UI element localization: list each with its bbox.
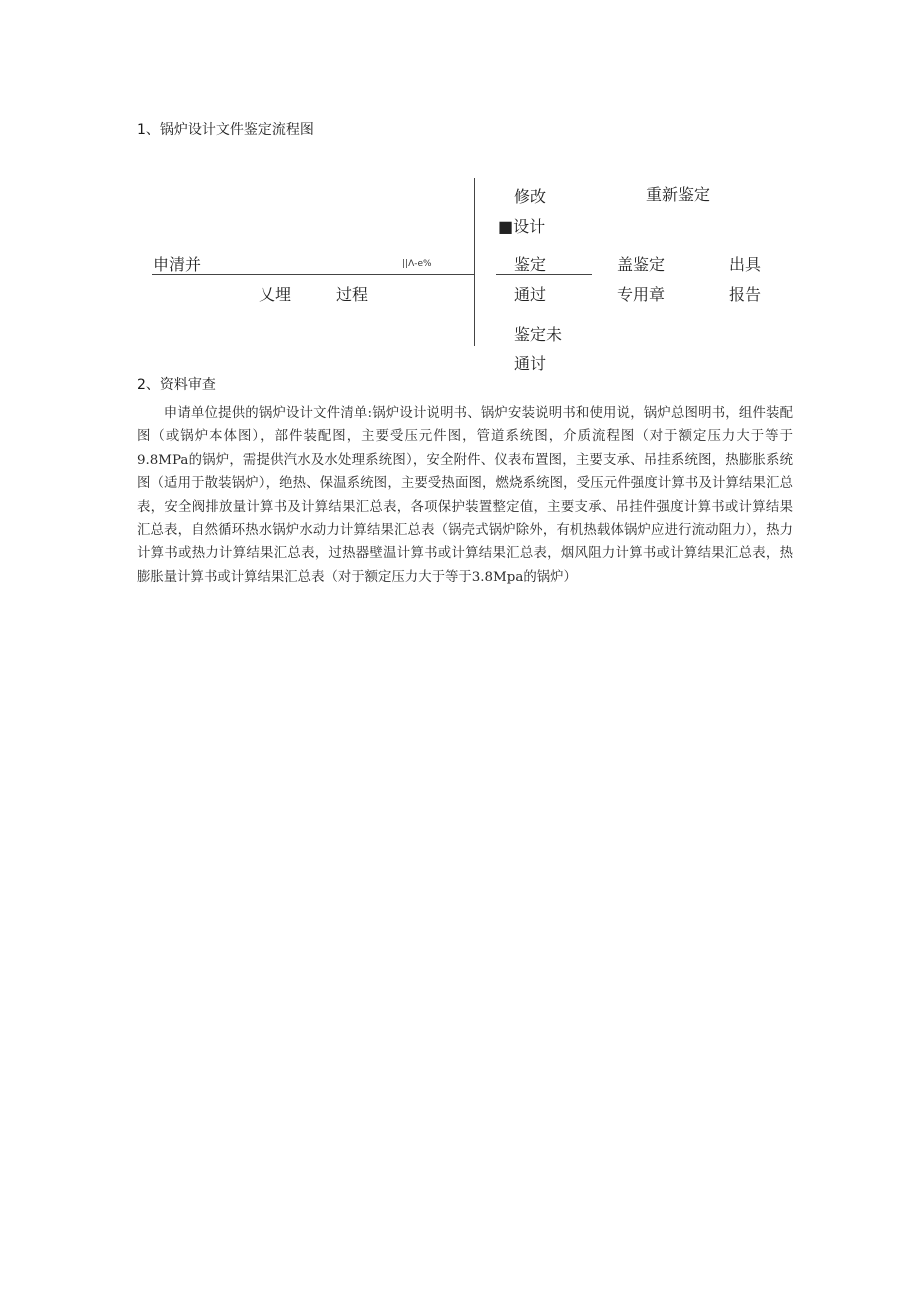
node-re-review: 重新鉴定 <box>646 185 711 204</box>
node-modify-line-2: ■设计 <box>498 217 546 236</box>
node-apply: 申清并 <box>153 255 202 274</box>
flow-line-divider <box>474 178 475 346</box>
section-2-paragraph: 申请单位提供的锅炉设计文件清单:锅炉设计说明书、锅炉安装说明书和使用说，锅炉总图明书，组件装配图（或锅炉本体图），部件装配图，主要受压元件图，管道系统图，介质流程图（对于额定压力大于等于9.8MPa的锅炉，需提供汽水及水处理系统图），安全附件、仪表布置图，主要支承、吊挂系统图，热膨胀系统图（适用于散装锅炉），绝热、保温系统图，主要受热面图，燃烧系统图，受压元件强度计算书及计算结果汇总表，安全阀排放量计算书及计算结果汇总表，各项保护装置整定值，主要支承、吊挂件强度计算书或计算结果汇总表，自然循环热水锅炉水动力计算结果汇总表（锅壳式锅炉除外，有机热载体锅炉应进行流动阻力），热力计算书或热力计算结果汇总表，过热器壁温计算书或计算结果汇总表，烟风阻力计算书或计算结果汇总表，热膨胀量计算书或计算结果汇总表（对于额定压力大于等于3.8Mpa的锅炉） <box>137 406 793 585</box>
node-fail-line-2: 通讨 <box>514 354 547 373</box>
node-fail-line-1: 鉴定未 <box>514 325 563 344</box>
node-small-mark: ||Λ-e% <box>402 259 432 269</box>
node-accept: 乂埋 <box>259 285 292 304</box>
node-stamp-line-2: 专用章 <box>617 285 666 304</box>
node-passed: 通过 <box>514 285 547 304</box>
node-stamp-line-1: 盖鉴定 <box>617 255 666 274</box>
node-modify-line-1: 修改 <box>514 187 547 206</box>
node-report-line-1: 出具 <box>729 255 762 274</box>
section-2-heading: 2、资料审查 <box>137 377 216 393</box>
node-review: 鉴定 <box>514 255 547 274</box>
node-process: 过程 <box>336 285 369 304</box>
node-report-line-2: 报告 <box>729 285 762 304</box>
section-1-heading: 1、锅炉设计文件鉴定流程图 <box>137 122 314 138</box>
